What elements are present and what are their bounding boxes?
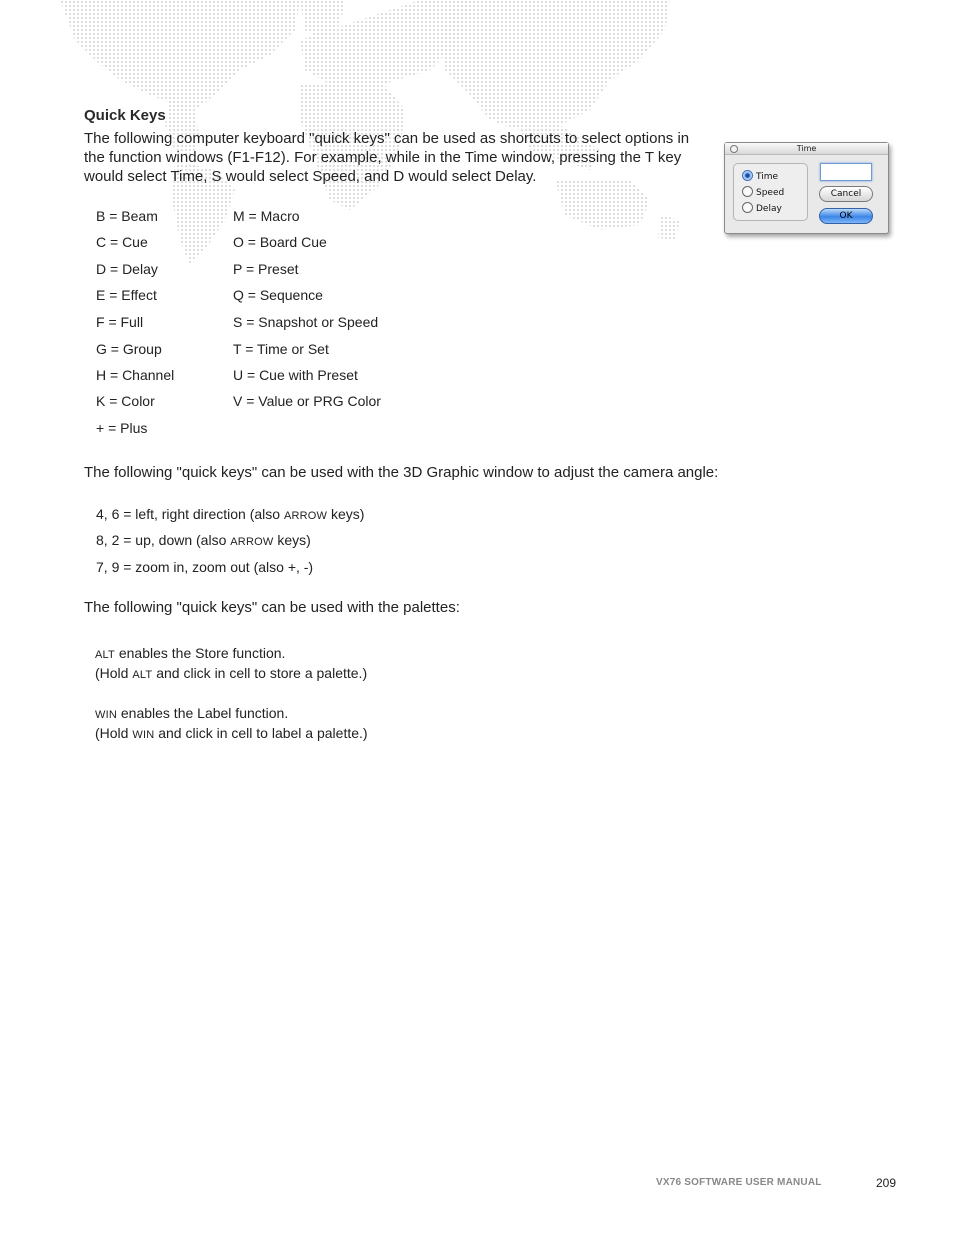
list-item: H = Channel U = Cue with Preset	[96, 367, 358, 383]
list-item: G = Group T = Time or Set	[96, 341, 329, 357]
radio-selected-icon	[742, 170, 753, 181]
close-icon[interactable]	[730, 145, 738, 153]
list-item: 7, 9 = zoom in, zoom out (also +, -)	[96, 559, 314, 575]
radio-delay[interactable]: Delay	[742, 202, 782, 214]
list-item: B = Beam M = Macro	[96, 208, 300, 224]
win-key-description: WIN enables the Label function. (Hold WIN and click in cell to label a palette.)	[95, 705, 368, 741]
quick-keys-section	[84, 107, 784, 741]
list-item: F = Full S = Snapshot or Speed	[96, 314, 379, 330]
cancel-button[interactable]: Cancel	[819, 186, 873, 202]
radio-icon	[742, 186, 753, 197]
time-dialog	[724, 142, 889, 234]
list-item: + = Plus	[96, 420, 148, 436]
time-input[interactable]	[820, 163, 872, 181]
radio-time[interactable]: Time	[742, 170, 778, 182]
list-item: D = Delay P = Preset	[96, 261, 299, 277]
dialog-title-bar	[725, 143, 888, 155]
dialog-title: Time	[796, 144, 817, 153]
list-item: 8, 2 = up, down (also ARROW keys)	[96, 532, 311, 548]
footer-manual-title: VX76 SOFTWARE USER MANUAL	[656, 1177, 822, 1188]
intro-paragraph: The following computer keyboard "quick keys" can be used as shortcuts to select options in the function windows (F1-F12). For example, while in the Time window, pressing the T key would select Time, S would select Speed, and D would select Delay.	[84, 130, 690, 185]
palettes-intro: The following "quick keys" can be used with the palettes:	[84, 599, 460, 616]
radio-icon	[742, 202, 753, 213]
option-group	[733, 163, 808, 221]
list-item: E = Effect Q = Sequence	[96, 287, 323, 303]
ok-button[interactable]: OK	[819, 208, 873, 224]
footer-page-number: 209	[876, 1176, 897, 1190]
radio-speed[interactable]: Speed	[742, 186, 784, 198]
section-heading: Quick Keys	[84, 107, 166, 124]
graphic-intro: The following "quick keys" can be used with the 3D Graphic window to adjust the camera angle:	[84, 464, 719, 481]
list-item: C = Cue O = Board Cue	[96, 234, 327, 250]
alt-key-description: ALT enables the Store function. (Hold ALT and click in cell to store a palette.)	[95, 645, 368, 681]
list-item: 4, 6 = left, right direction (also ARROW keys)	[96, 506, 365, 522]
list-item: K = Color V = Value or PRG Color	[96, 393, 381, 409]
